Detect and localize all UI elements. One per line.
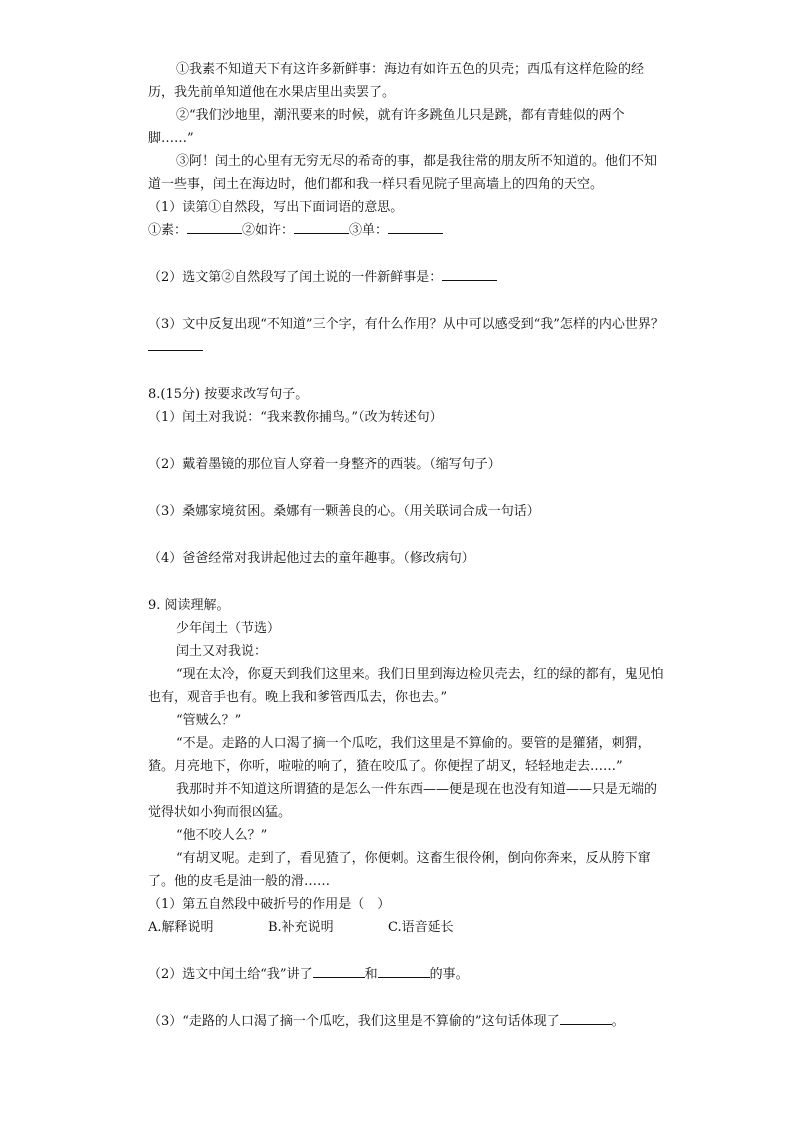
passage-paragraph-1: ①我素不知道天下有这许多新鲜事：海边有如许五色的贝壳；西瓜有这样危险的经历，我先前单知道他在水果店里出卖罢了。 (148, 62, 645, 100)
q9-paragraph-4: “不是。走路的人口渴了摘一个瓜吃，我们这里是不算偷的。要管的是獾猪，刺猬，猹。月亮地下，你听，啦啦的响了，猹在咬瓜了。你便捏了胡叉，轻轻地走去……” (148, 736, 651, 774)
q7-sub3-answer (148, 336, 668, 359)
q9-paragraph-3: “管贼么？” (176, 713, 242, 728)
q8-sentence-1: （1）闰土对我说：“我来教你捕鸟。”（改为转述句） (148, 410, 443, 425)
q9-sub3-text-b: 。 (611, 1014, 625, 1029)
answer-blank[interactable] (378, 963, 430, 978)
q9-sub2-text-b: 和 (364, 967, 378, 982)
q9-passage-title: 少年闰土（节选） (176, 621, 281, 636)
answer-blank[interactable] (442, 266, 497, 281)
q8-sentence-3: （3）桑娜家境贫困。桑娜有一颗善良的心。（用关联词合成一句话） (148, 504, 540, 519)
q7-sub1: （1）读第①自然段，写出下面词语的意思。 (148, 200, 404, 215)
q9-paragraph-1: 闰土又对我说： (176, 644, 268, 659)
passage-paragraph-2: ②“我们沙地里，潮汛要来的时候，就有许多跳鱼儿只是跳，都有青蛙似的两个脚……” (148, 108, 625, 146)
q9-sub3 (148, 1010, 668, 1033)
option-a[interactable]: A.解释说明 (148, 920, 214, 935)
answer-blank[interactable] (560, 1010, 612, 1025)
q9-heading: 9. 阅读理解。 (148, 598, 230, 613)
option-c[interactable]: C.语音延长 (388, 920, 454, 935)
q9-paragraph-2: “现在太冷，你夏天到我们这里来。我们日里到海边检贝壳去，红的绿的都有，鬼见怕也有，观音手也有。晚上我和爹管西瓜去，你也去。” (148, 667, 664, 705)
answer-blank[interactable] (148, 336, 203, 351)
q9-sub2-text-a: （2）选文中闰土给“我”讲了 (148, 967, 313, 982)
q9-paragraph-6: “他不咬人么？” (176, 828, 268, 843)
q9-options (148, 916, 668, 939)
worksheet-page (148, 58, 668, 1033)
q9-sub3-text-a: （3）“走路的人口渴了摘一个瓜吃，我们这里是不算偷的”这句话体现了 (148, 1014, 560, 1029)
q9-sub2 (148, 963, 668, 986)
q8-sentence-2: （2）戴着墨镜的那位盲人穿着一身整齐的西装。（缩写句子） (148, 457, 501, 472)
q9-paragraph-7: “有胡叉呢。走到了，看见猹了，你便刺。这畜生很伶俐，倒向你奔来，反从胯下窜了。他的皮毛是油一般的滑…… (148, 851, 651, 889)
q7-word2-label: ②如许： (242, 223, 295, 238)
q7-word3-label: ③单： (349, 223, 389, 238)
q9-paragraph-5: 我那时并不知道这所谓猹的是怎么一件东西——便是现在也没有知道——只是无端的觉得状如小狗而很凶猛。 (148, 782, 658, 820)
q9-sub2-text-c: 的事。 (429, 967, 469, 982)
q7-sub2 (148, 266, 668, 289)
q9-sub1: （1）第五自然段中破折号的作用是（ ） (148, 897, 391, 912)
q7-sub2-text: （2）选文第②自然段写了闰土说的一件新鲜事是： (148, 270, 443, 285)
q7-word1-label: ①素： (148, 223, 188, 238)
q7-sub3: （3）文中反复出现“不知道”三个字，有什么作用？从中可以感受到“我”怎样的内心世界？ (148, 317, 664, 332)
q8-heading: 8.(15分) 按要求改写句子。 (148, 387, 309, 402)
answer-blank[interactable] (187, 219, 242, 234)
answer-blank[interactable] (313, 963, 365, 978)
q8-sentence-4: （4）爸爸经常对我讲起他过去的童年趣事。（修改病句） (148, 551, 475, 566)
answer-blank[interactable] (294, 219, 349, 234)
option-b[interactable]: B.补充说明 (268, 920, 334, 935)
passage-paragraph-3: ③阿！闰土的心里有无穷无尽的希奇的事，都是我往常的朋友所不知道的。他们不知道一些事，闰土在海边时，他们都和我一样只看见院子里高墙上的四角的天空。 (148, 154, 658, 192)
q7-word-row (148, 219, 668, 242)
answer-blank[interactable] (388, 219, 443, 234)
